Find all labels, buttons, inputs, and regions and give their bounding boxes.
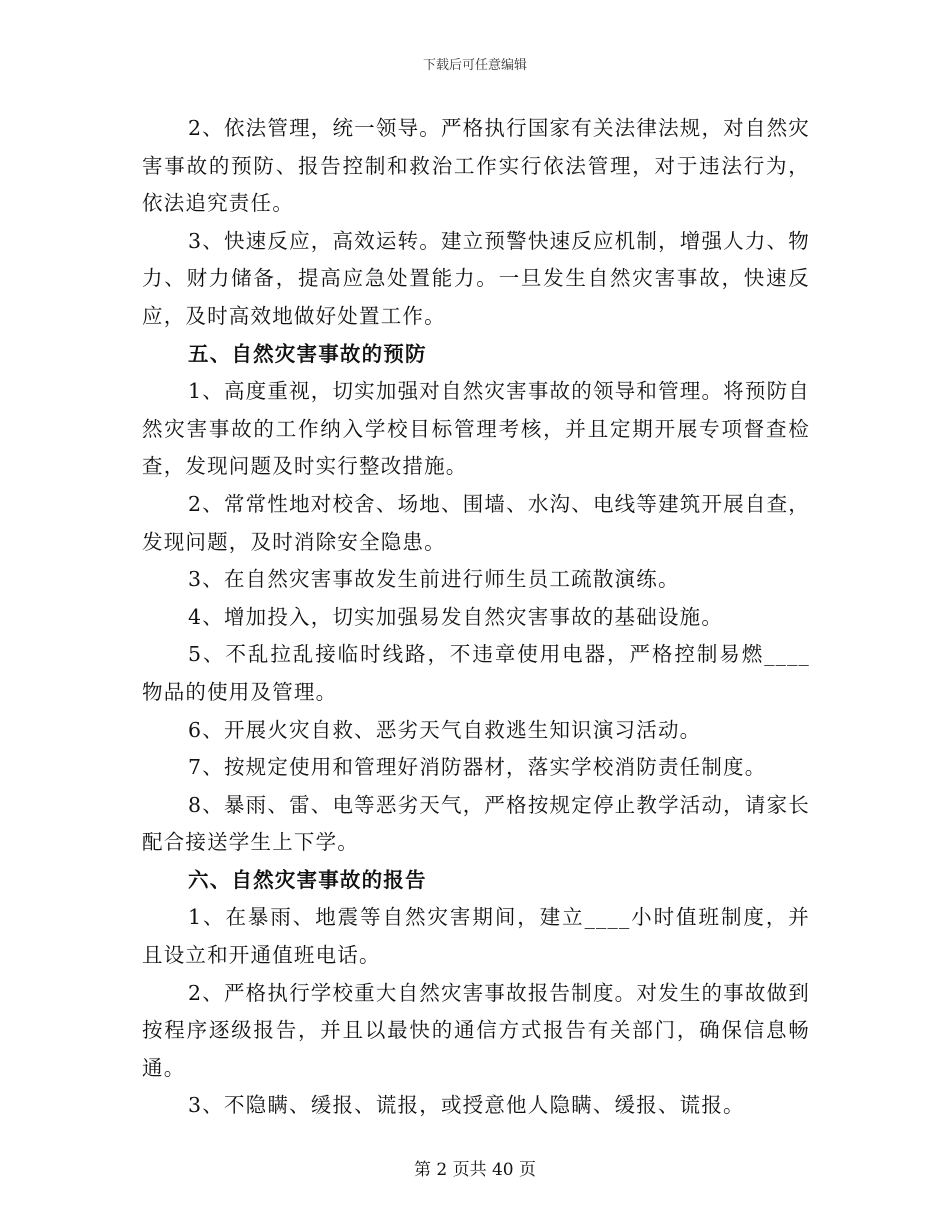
paragraph: 4、增加投入，切实加强易发自然灾害事故的基础设施。 [188, 604, 724, 629]
section-heading: 六、自然灾害事故的报告 [188, 867, 427, 892]
paragraph: 1、在暴雨、地震等自然灾害期间，建立____小时值班制度，并且设立和开通值班电话。 [142, 905, 810, 968]
paragraph: 5、不乱拉乱接临时线路，不违章使用电器，严格控制易燃____物品的使用及管理。 [142, 642, 810, 704]
paragraph: 3、不隐瞒、缓报、谎报，或授意他人隐瞒、缓报、谎报。 [188, 1093, 745, 1118]
paragraph: 2、常常性地对校舍、场地、围墙、水沟、电线等建筑开展自查，发现问题，及时消除安全隐患。 [142, 491, 810, 554]
paragraph: 3、在自然灾害事故发生前进行师生员工疏散演练。 [188, 567, 680, 592]
paragraph: 1、高度重视，切实加强对自然灾害事故的领导和管理。将预防自然灾害事故的工作纳入学校目标管理考核，并且定期开展专项督查检查，发现问题及时实行整改措施。 [142, 379, 810, 479]
paragraph: 6、开展火灾自救、恶劣天气自救逃生知识演习活动。 [188, 717, 702, 742]
section-heading: 五、自然灾害事故的预防 [188, 341, 427, 366]
paragraph: 3、快速反应，高效运转。建立预警快速反应机制，增强人力、物力、财力储备，提高应急处置能力。一旦发生自然灾害事故，快速反应，及时高效地做好处置工作。 [142, 228, 810, 328]
document-body [142, 110, 810, 1125]
paragraph: 2、依法管理，统一领导。严格执行国家有关法律法规，对自然灾害事故的预防、报告控制和救治工作实行依法管理，对于违法行为，依法追究责任。 [142, 116, 810, 216]
page-header: 下载后可任意编辑 [422, 58, 527, 73]
paragraph: 7、按规定使用和管理好消防器材，落实学校消防责任制度。 [188, 755, 767, 780]
paragraph: 8、暴雨、雷、电等恶劣天气，严格按规定停止教学活动，请家长配合接送学生上下学。 [142, 792, 810, 855]
page-footer: 第 2 页共 40 页 [413, 1160, 537, 1180]
paragraph: 2、严格执行学校重大自然灾害事故报告制度。对发生的事故做到按程序逐级报告，并且以最快的通信方式报告有关部门，确保信息畅通。 [142, 980, 810, 1080]
